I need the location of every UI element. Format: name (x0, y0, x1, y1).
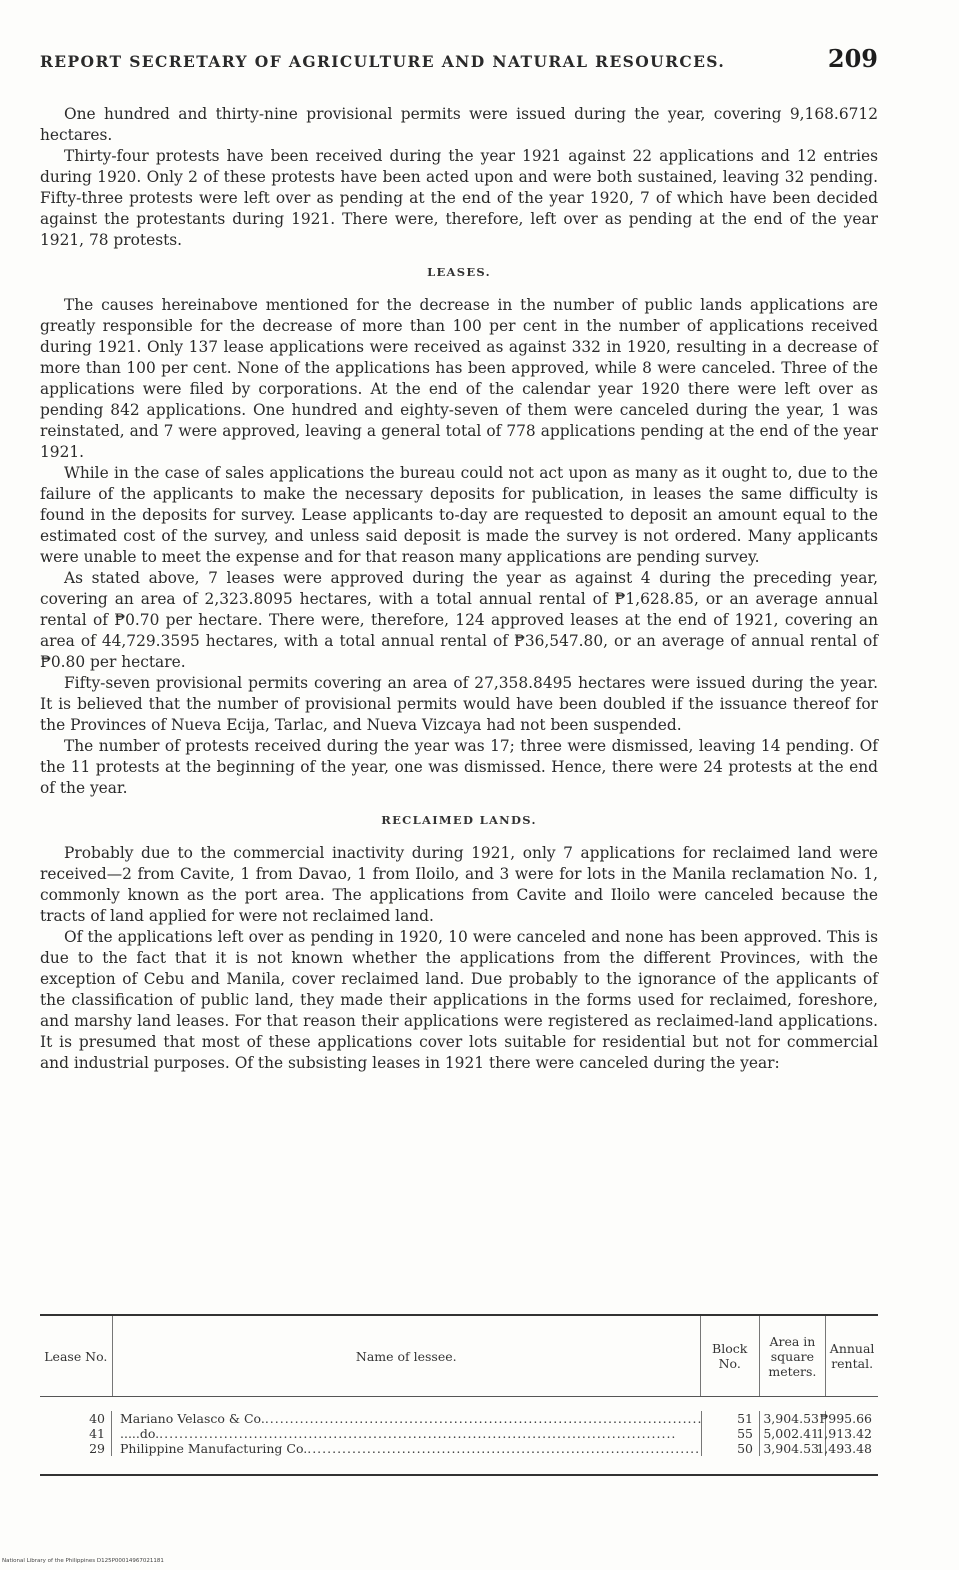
running-head: REPORT SECRETARY OF AGRICULTURE AND NATURAL RESOURCES. (40, 52, 726, 71)
cell-rental: 1,913.42 (816, 1426, 872, 1441)
paragraph: Of the applications left over as pending in 1920, 10 were canceled and none has been approved. This is due to the fact that it is not known whether the applications from the different Provinces, with the exception of Cebu and Manila, cover reclaimed land. Due probably to the ignorance of the applicants of the classification of public land, they made their applications in the forms used for reclaimed, foreshore, and marshy land leases. For that reason their applications were registered as reclaimed-land applications. It is presumed that most of these applications cover lots suitable for residential but not for commercial and industrial purposes. Of the subsisting leases in 1921 there were canceled during the year: (40, 928, 878, 1072)
cell-rental: ₱995.66 (819, 1411, 872, 1426)
cell-lease-no: 41 (40, 1426, 112, 1441)
paragraph: Thirty-four protests have been received during the year 1921 against 22 applications and 12 entries during 1920. Only 2 of these protests have been acted upon and were both sustained, leaving 32 pending. Fifty-three protests were left over as pending at the end of the year 1920, 7 of which have been decided against the protestants during 1921. There were, therefore, left over as pending at the end of the year 1921, 78 protests. (40, 147, 878, 249)
cell-area: 5,002.41 (760, 1426, 826, 1441)
cell-lessee: Philippine Manufacturing Co. ..... (112, 1441, 702, 1456)
cell-area: 3,904.53 (760, 1441, 826, 1456)
canceled-leases-table (40, 1314, 878, 1476)
header-area: Area in square meters. (760, 1316, 827, 1396)
paragraph: As stated above, 7 leases were approved during the year as against 4 during the preceding year, covering an area of 2,323.8095 hectares, with a total annual rental of ₱1,628.85, or an average annual rental of ₱0.70 per hectare. There were, therefore, 124 approved leases at the end of 1921, covering an area of 44,729.3595 hectares, with a total annual rental of ₱36,547.80, or an average of annual rental of ₱0.80 per hectare. (40, 569, 878, 671)
table-row (40, 1441, 878, 1456)
cell-lease-no: 40 (40, 1411, 112, 1426)
scan-footer-note: National Library of the Philippines D125P00014967021181 (2, 1558, 164, 1564)
cell-lessee: Mariano Velasco & Co. ..... (112, 1411, 702, 1426)
section-title-reclaimed-lands: RECLAIMED LANDS. (381, 813, 537, 827)
cell-lease-no: 29 (40, 1441, 112, 1456)
section-title-leases: LEASES. (427, 265, 491, 279)
header-block-no: Block No. (701, 1316, 760, 1396)
paragraph: While in the case of sales applications the bureau could not act upon as many as it ought to, due to the failure of the applicants to make the necessary deposits for publication, in leases the same difficulty is found in the deposits for survey. Lease applicants to-day are requested to deposit an amount equal to the estimated cost of the survey, and unless said deposit is made the survey is not ordered. Many applicants were unable to meet the expense and for that reason many applications are pending survey. (40, 464, 878, 566)
cell-block-no: 50 (702, 1441, 760, 1456)
header-lease-no: Lease No. (40, 1316, 113, 1396)
table-body (40, 1397, 878, 1474)
page-header (40, 44, 878, 73)
cell-lessee: .....do. ..... (112, 1426, 702, 1441)
paragraph: The number of protests received during the year was 17; three were dismissed, leaving 14 pending. Of the 11 protests at the beginning of the year, one was dismissed. Hence, there were 24 protests at the end of the year. (40, 737, 878, 797)
cell-block-no: 51 (702, 1411, 760, 1426)
table-row (40, 1411, 878, 1426)
paragraph: Probably due to the commercial inactivity during 1921, only 7 applications for reclaimed land were received—2 from Cavite, 1 from Davao, 1 from Iloilo, and 3 were for lots in the Manila reclamation No. 1, commonly known as the port area. The applications from Cavite and Iloilo were canceled because the tracts of land applied for were not reclaimed land. (40, 844, 878, 925)
table-header (40, 1316, 878, 1397)
page-number: 209 (827, 44, 878, 73)
header-annual-rental: Annual rental. (829, 1341, 875, 1371)
cell-block-no: 55 (702, 1426, 760, 1441)
cell-rental: 1,493.48 (816, 1441, 872, 1456)
cell-area: 3,904.53 (760, 1411, 826, 1426)
paragraph: One hundred and thirty-nine provisional permits were issued during the year, covering 9,168.6712 hectares. (40, 105, 878, 144)
table-row (40, 1426, 878, 1441)
page-body (40, 104, 878, 1074)
paragraph: The causes hereinabove mentioned for the decrease in the number of public lands applications are greatly responsible for the decrease of more than 100 per cent in the number of applications received during 1921. Only 137 lease applications were received as against 332 in 1920, resulting in a decrease of more than 100 per cent. None of the applications has been approved, while 8 were canceled. Three of the applications were filed by corporations. At the end of the calendar year 1920 there were left over as pending 842 applications. One hundred and eighty-seven of them were canceled during the year, 1 was reinstated, and 7 were approved, leaving a general total of 778 applications pending at the end of the year 1921. (40, 296, 878, 461)
header-name-of-lessee: Name of lessee. (113, 1316, 701, 1396)
paragraph: Fifty-seven provisional permits covering an area of 27,358.8495 hectares were issued during the year. It is believed that the number of provisional permits would have been doubled if the issuance thereof for the Provinces of Nueva Ecija, Tarlac, and Nueva Vizcaya had not been suspended. (40, 674, 878, 734)
